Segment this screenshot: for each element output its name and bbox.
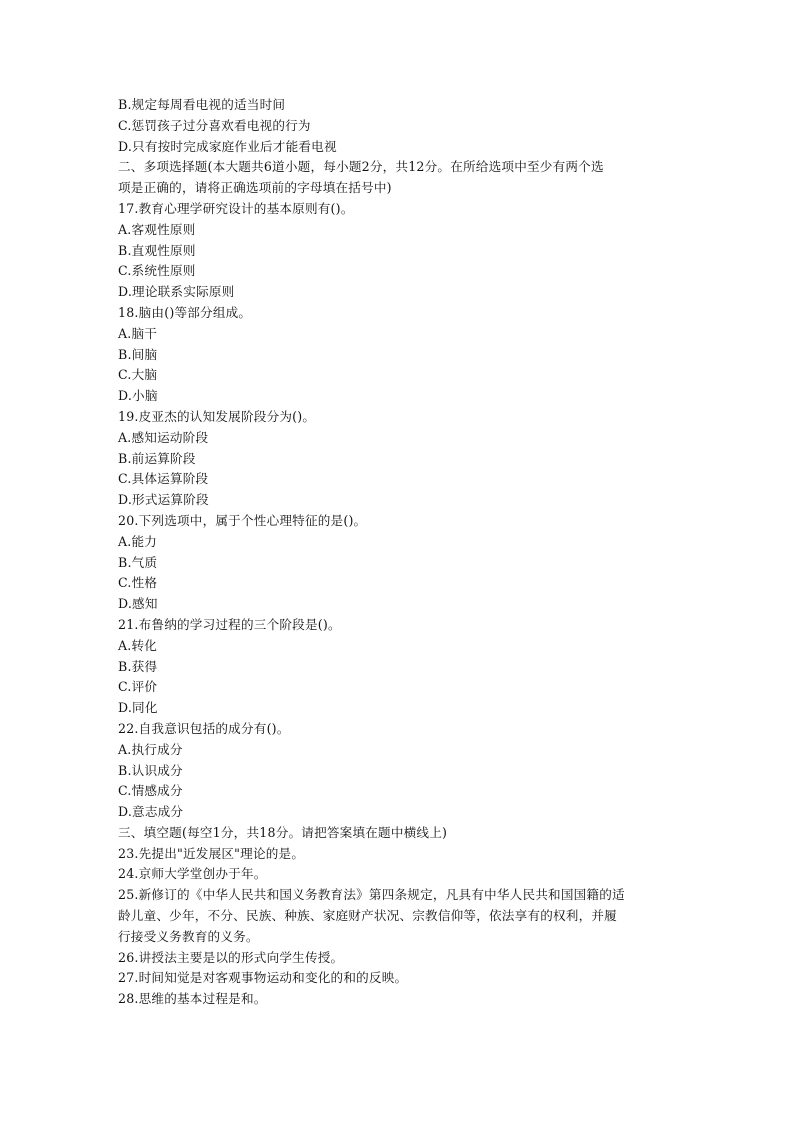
- option-a: A.转化: [118, 637, 158, 653]
- question-25-line1: 25.新修订的《中华人民共和国义务教育法》第四条规定，凡具有中华人民共和国国籍的适: [118, 887, 625, 903]
- option-a: A.脑干: [118, 325, 158, 341]
- option-c: C.性格: [118, 575, 158, 591]
- option-line: B.规定每周看电视的适当时间: [118, 97, 286, 112]
- option-a: A.能力: [118, 533, 158, 549]
- option-d: D.形式运算阶段: [118, 492, 209, 508]
- option-d: D.感知: [118, 596, 158, 612]
- option-c: C.评价: [118, 679, 158, 695]
- option-d: D.同化: [118, 700, 158, 716]
- option-d: D.意志成分: [118, 804, 184, 820]
- question-26: 26.讲授法主要是以的形式向学生传授。: [118, 949, 344, 965]
- option-a: A.客观性原则: [118, 221, 196, 237]
- question-24: 24.京师大学堂创办于年。: [118, 866, 267, 882]
- question-21: [118, 615, 678, 719]
- option-c: C.具体运算阶段: [118, 471, 209, 487]
- option-d: D.小脑: [118, 388, 158, 404]
- question-25-line3: 行接受义务教育的义务。: [118, 928, 259, 944]
- document-body: [118, 95, 678, 1010]
- option-b: B.获得: [118, 658, 158, 674]
- option-d: D.理论联系实际原则: [118, 284, 235, 300]
- question-23: 23.先提出"近发展区"理论的是。: [118, 845, 305, 861]
- question-stem: 17.教育心理学研究设计的基本原则有()。: [118, 200, 354, 216]
- section2-heading-line1: 二、多项选择题(本大题共6道小题，每小题2分，共12分。在所给选项中至少有两个选: [118, 159, 604, 175]
- section3-heading: 三、填空题(每空1分，共18分。请把答案填在题中横线上): [118, 824, 448, 840]
- question-27: 27.时间知觉是对客观事物运动和变化的和的反映。: [118, 970, 408, 986]
- option-line: C.惩罚孩子过分喜欢看电视的行为: [118, 117, 311, 133]
- question-stem: 19.皮亚杰的认知发展阶段分为()。: [118, 408, 316, 424]
- option-c: C.系统性原则: [118, 263, 196, 279]
- question-25-line2: 龄儿童、少年，不分、民族、种族、家庭财产状况、宗教信仰等，依法享有的权利，并履: [118, 908, 617, 924]
- question-stem: 21.布鲁纳的学习过程的三个阶段是()。: [118, 616, 341, 632]
- question-stem: 22.自我意识包括的成分有()。: [118, 720, 290, 736]
- question-stem: 20.下列选项中，属于个性心理特征的是()。: [118, 512, 367, 528]
- option-a: A.执行成分: [118, 741, 183, 757]
- option-b: B.间脑: [118, 346, 158, 362]
- question-stem: 18.脑由()等部分组成。: [118, 304, 252, 320]
- option-line: D.只有按时完成家庭作业后才能看电视: [118, 138, 337, 154]
- section2-heading-line2: 项是正确的，请将正确选项前的字母填在括号中): [118, 180, 392, 196]
- option-b: B.直观性原则: [118, 242, 196, 258]
- option-b: B.认识成分: [118, 762, 183, 778]
- question-17: [118, 199, 678, 303]
- question-22: [118, 719, 678, 823]
- option-c: C.情感成分: [118, 783, 183, 799]
- option-b: B.前运算阶段: [118, 450, 196, 466]
- option-a: A.感知运动阶段: [118, 429, 209, 445]
- question-28: 28.思维的基本过程是和。: [118, 991, 267, 1007]
- question-19: [118, 407, 678, 511]
- option-b: B.气质: [118, 554, 158, 570]
- question-18: [118, 303, 678, 407]
- option-c: C.大脑: [118, 367, 158, 383]
- question-20: [118, 511, 678, 615]
